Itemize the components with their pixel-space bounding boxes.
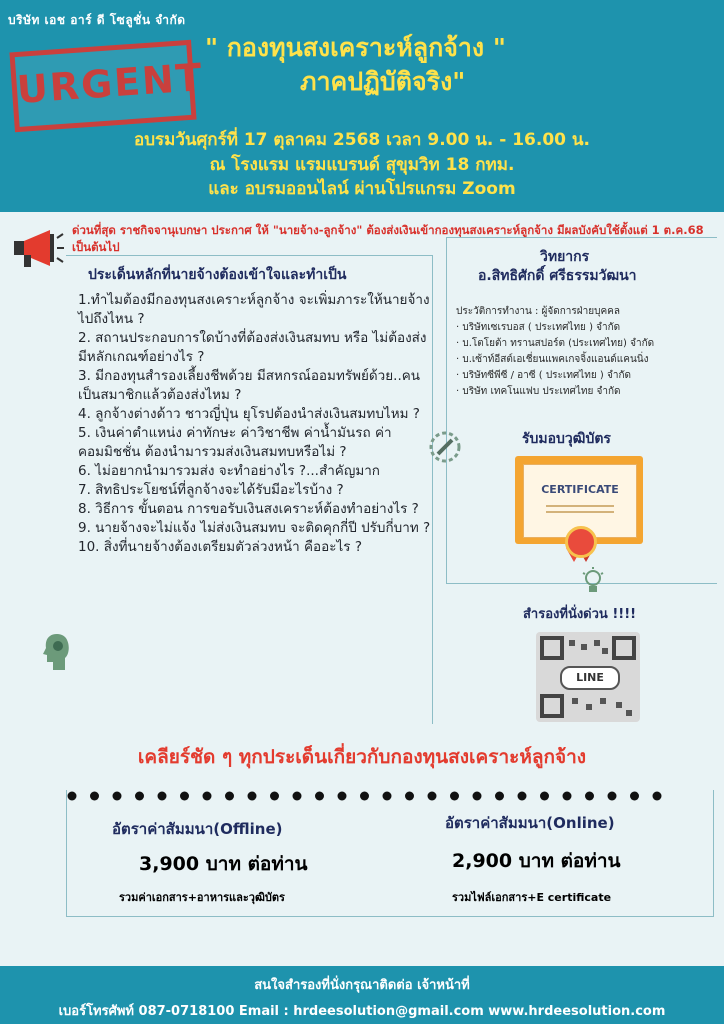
experience-item: · บ.โตโยต้า ทรานสปอร์ต (ประเทศไทย) จำกัด [456,338,655,349]
experience-item: · บริษัท เทคโนแฟบ ประเทศไทย จำกัด [456,386,621,397]
topics-list [78,291,438,557]
speaker-name: อ.สิทธิศักดิ์ ศรีธรรมวัฒนา [478,268,637,284]
topic-item: 6. ไม่อยากนำมารวมส่ง จะทำอย่างไร ?...สำคัญมาก [78,463,380,479]
footer-contact-heading: สนใจสำรองที่นั่งกรุณาติดต่อ เจ้าหน้าที่ [254,978,470,993]
urgent-stamp: URGENT [9,40,196,133]
venue-line: ณ โรงแรม แรมแบรนด์ สุขุมวิท 18 กทม. [209,155,515,175]
certificate-heading: รับมอบวุฒิบัตร [522,431,611,447]
megaphone-icon [10,226,64,270]
experience-item: · บริษัทซีพีซี / อาซี ( ประเทศไทย ) จำกัด [456,370,632,381]
lightbulb-icon [582,567,604,597]
experience-item: · บ.เซ้าท์อีสต์เอเชี่ยนแพคเกจจิ้งแอนด์แคนนิ่ง [456,354,649,365]
topic-item: 3. มีกองทุนสำรองเลี้ยงชีพด้วย มีสหกรณ์ออมทรัพย์ด้วย..คนเป็นสมาชิกแล้วต้องส่งไหม ? [78,368,421,403]
offline-price: 3,900 บาท ต่อท่าน [139,853,308,875]
footer-contact-details[interactable]: เบอร์โทรศัพท์ 087-0718100 Email : hrdeesolution@gmail.com www.hrdeesolution.com [58,1004,666,1019]
offline-title: อัตราค่าสัมมนา(Offline) [112,820,283,838]
topic-item: 2. สถานประกอบการใดบ้างที่ต้องส่งเงินสมทบ หรือ ไม่ต้องส่ง มีหลักเกณฑ์อย่างไร ? [78,330,427,365]
footer-banner [0,966,724,1024]
header-banner [0,0,724,212]
experience-item: · บริษัทเซเรบอส ( ประเทศไทย ) จำกัด [456,322,621,333]
title-line1: " กองทุนสงเคราะห์ลูกจ้าง " [205,33,506,62]
topics-heading: ประเด็นหลักที่นายจ้างต้องเข้าใจและทำเป็น [88,267,347,283]
topic-item: 9. นายจ้างจะไม่แจ้ง ไม่ส่งเงินสมทบ จะติดคุกกี่ปี ปรับกี่บาท ? [78,520,431,536]
tagline: เคลียร์ชัด ๆ ทุกประเด็นเกี่ยวกับกองทุนสงเคราะห์ลูกจ้าง [137,746,587,768]
online-note: รวมไฟล์เอกสาร+E certificate [452,891,612,904]
topic-item: 1.ทำไมต้องมีกองทุนสงเคราะห์ลูกจ้าง จะเพิ่มภาระให้นายจ้างไปถึงไหน ? [78,292,430,327]
head-gear-icon [43,632,71,672]
topic-item: 5. เงินค่าตำแหน่ง ค่าทักษะ ค่าวิชาชีพ ค่าน้ำมันรถ ค่าคอมมิชชั่น ต้องนำมารวมส่งเงินสมทบหรือไม่ ? [78,425,392,460]
urgent-notice-text: ด่วนที่สุด ราชกิจจานุเบกษา ประกาศ ให้ "นายจ้าง-ลูกจ้าง" ต้องส่งเงินเข้ากองทุนสงเคราะห์ลูกจ้าง มีผลบังคับใช้ตั้งแต่ 1 ต.ค.68 เป็นต้นไป [72,223,704,254]
dotted-divider [66,790,666,802]
reserve-heading: สำรองที่นั่งด่วน !!!! [523,607,637,622]
ribbon-icon [565,526,597,558]
topic-item: 10. สิ่งที่นายจ้างต้องเตรียมตัวล่วงหน้า คืออะไร ? [78,539,362,555]
topic-item: 8. วิธีการ ขั้นตอน การขอรับเงินสงเคราะห์ต้องทำอย่างไร ? [78,501,419,517]
company-name: บริษัท เอช อาร์ ดี โซลูชั่น จำกัด [8,13,186,27]
title-line2: ภาคปฏิบัติจริง" [300,67,466,96]
online-line: และ อบรมออนไลน์ ผ่านโปรแกรม Zoom [208,179,516,199]
pencil-gear-icon [428,430,462,464]
offline-note: รวมค่าเอกสาร+อาหารและวุฒิบัตร [119,891,285,904]
experience-title: ประวัติการทำงาน : ผู้จัดการฝ่ายบุคคล [456,306,620,317]
qr-code-icon[interactable] [536,632,640,722]
online-title: อัตราค่าสัมมนา(Online) [445,814,615,832]
online-price: 2,900 บาท ต่อท่าน [452,850,621,872]
topic-item: 7. สิทธิประโยชน์ที่ลูกจ้างจะได้รับมีอะไรบ้าง ? [78,482,344,498]
certificate-label: CERTIFICATE [541,483,619,496]
date-line: อบรมวันศุกร์ที่ 17 ตุลาคม 2568 เวลา 9.00 น. - 16.00 น. [134,130,590,150]
topic-item: 4. ลูกจ้างต่างด้าว ชาวญี่ปุ่น ยุโรปต้องนำส่งเงินสมทบไหม ? [78,406,420,422]
speaker-heading: วิทยากร [540,249,590,265]
speaker-experience [456,304,718,400]
line-label: LINE [560,666,620,690]
